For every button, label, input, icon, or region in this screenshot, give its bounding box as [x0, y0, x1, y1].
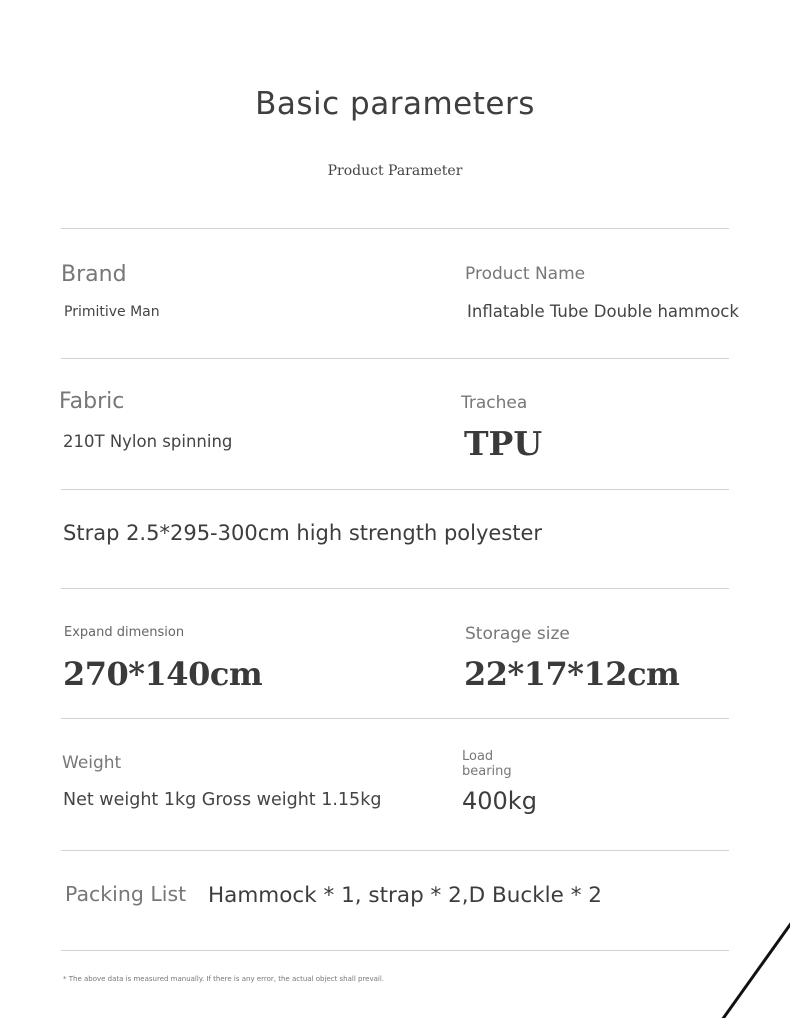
weight-label: Weight: [62, 753, 122, 773]
diagonal-line: [722, 922, 790, 1018]
page-subtitle: Product Parameter: [327, 163, 463, 179]
storage-size-value: 22*17*12cm: [464, 655, 680, 693]
divider: [61, 588, 729, 589]
footnote: * The above data is measured manually. If there is any error, the actual object shall prevail.: [63, 975, 385, 983]
brand-value: Primitive Man: [64, 304, 160, 320]
divider: [61, 850, 729, 851]
load-bearing-label: Load bearing: [462, 749, 512, 779]
trachea-value: TPU: [464, 424, 543, 463]
expand-dimension-value: 270*140cm: [63, 655, 263, 693]
product-name-label: Product Name: [465, 264, 586, 284]
fabric-label: Fabric: [59, 389, 125, 414]
page-title: Basic parameters: [255, 86, 535, 122]
trachea-label: Trachea: [461, 393, 528, 413]
expand-dimension-label: Expand dimension: [64, 625, 185, 640]
packing-list-value: Hammock * 1, strap * 2,D Buckle * 2: [208, 883, 602, 908]
weight-value: Net weight 1kg Gross weight 1.15kg: [63, 790, 382, 810]
divider: [61, 489, 729, 490]
divider: [61, 358, 729, 359]
product-name-value: Inflatable Tube Double hammock: [467, 302, 739, 321]
fabric-value: 210T Nylon spinning: [63, 432, 233, 451]
divider: [61, 228, 729, 229]
storage-size-label: Storage size: [465, 624, 570, 644]
brand-label: Brand: [61, 262, 127, 287]
divider: [61, 718, 729, 719]
packing-list-label: Packing List: [65, 882, 187, 906]
divider: [61, 950, 729, 951]
strap-value: Strap 2.5*295-300cm high strength polyester: [63, 521, 543, 545]
load-bearing-value: 400kg: [462, 787, 537, 815]
